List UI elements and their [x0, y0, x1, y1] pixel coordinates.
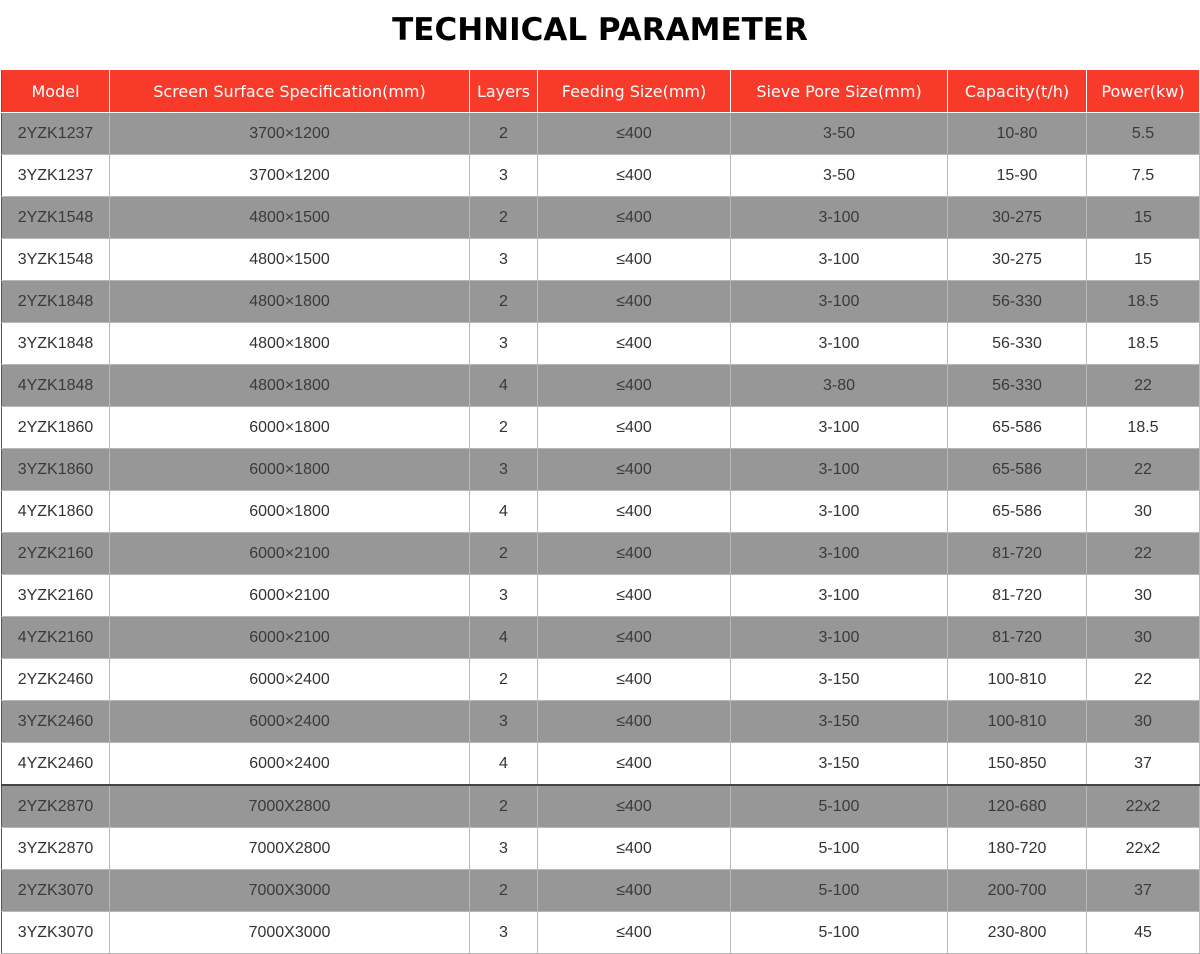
cell-screen-surface: 6000×2400	[110, 659, 470, 701]
header-power: Power(kw)	[1087, 71, 1200, 113]
header-layers: Layers	[470, 71, 538, 113]
cell-screen-surface: 6000×1800	[110, 491, 470, 533]
cell-feeding-size: ≤400	[538, 533, 731, 575]
cell-feeding-size: ≤400	[538, 197, 731, 239]
table-row	[2, 870, 1200, 912]
table-row	[2, 533, 1200, 575]
cell-feeding-size: ≤400	[538, 785, 731, 828]
cell-layers: 4	[470, 617, 538, 659]
cell-power: 37	[1087, 743, 1200, 786]
cell-feeding-size: ≤400	[538, 155, 731, 197]
cell-power: 18.5	[1087, 407, 1200, 449]
technical-parameter-table	[1, 70, 1200, 954]
table-row	[2, 323, 1200, 365]
cell-sieve-pore-size: 5-100	[731, 828, 948, 870]
cell-layers: 4	[470, 743, 538, 786]
cell-feeding-size: ≤400	[538, 828, 731, 870]
table-row	[2, 659, 1200, 701]
cell-model: 2YZK1548	[2, 197, 110, 239]
cell-power: 18.5	[1087, 323, 1200, 365]
cell-layers: 2	[470, 785, 538, 828]
cell-capacity: 65-586	[948, 449, 1087, 491]
cell-layers: 2	[470, 113, 538, 155]
cell-sieve-pore-size: 3-100	[731, 449, 948, 491]
cell-feeding-size: ≤400	[538, 575, 731, 617]
cell-screen-surface: 3700×1200	[110, 155, 470, 197]
cell-feeding-size: ≤400	[538, 365, 731, 407]
cell-sieve-pore-size: 3-100	[731, 575, 948, 617]
table-row	[2, 449, 1200, 491]
cell-feeding-size: ≤400	[538, 912, 731, 954]
table-row	[2, 828, 1200, 870]
header-feeding-size: Feeding Size(mm)	[538, 71, 731, 113]
cell-power: 30	[1087, 617, 1200, 659]
cell-layers: 4	[470, 491, 538, 533]
cell-screen-surface: 4800×1500	[110, 239, 470, 281]
cell-power: 22	[1087, 659, 1200, 701]
cell-feeding-size: ≤400	[538, 449, 731, 491]
cell-capacity: 56-330	[948, 323, 1087, 365]
cell-screen-surface: 4800×1500	[110, 197, 470, 239]
cell-power: 22	[1087, 449, 1200, 491]
cell-sieve-pore-size: 3-150	[731, 701, 948, 743]
cell-layers: 3	[470, 155, 538, 197]
cell-feeding-size: ≤400	[538, 491, 731, 533]
cell-capacity: 180-720	[948, 828, 1087, 870]
cell-sieve-pore-size: 3-100	[731, 323, 948, 365]
header-sieve-pore-size: Sieve Pore Size(mm)	[731, 71, 948, 113]
cell-layers: 2	[470, 407, 538, 449]
cell-sieve-pore-size: 3-50	[731, 113, 948, 155]
cell-model: 3YZK1848	[2, 323, 110, 365]
cell-model: 3YZK1548	[2, 239, 110, 281]
cell-layers: 3	[470, 701, 538, 743]
cell-feeding-size: ≤400	[538, 659, 731, 701]
table-header	[2, 71, 1200, 113]
cell-model: 4YZK1848	[2, 365, 110, 407]
cell-power: 22	[1087, 533, 1200, 575]
table-row	[2, 155, 1200, 197]
cell-power: 22x2	[1087, 785, 1200, 828]
cell-sieve-pore-size: 3-150	[731, 743, 948, 786]
cell-feeding-size: ≤400	[538, 617, 731, 659]
cell-sieve-pore-size: 3-100	[731, 533, 948, 575]
header-row	[2, 71, 1200, 113]
cell-capacity: 81-720	[948, 533, 1087, 575]
cell-capacity: 65-586	[948, 491, 1087, 533]
cell-model: 3YZK2460	[2, 701, 110, 743]
cell-model: 4YZK2460	[2, 743, 110, 786]
cell-feeding-size: ≤400	[538, 113, 731, 155]
cell-model: 2YZK1848	[2, 281, 110, 323]
table-row	[2, 743, 1200, 786]
table-row	[2, 575, 1200, 617]
cell-feeding-size: ≤400	[538, 743, 731, 786]
cell-model: 3YZK3070	[2, 912, 110, 954]
cell-sieve-pore-size: 3-100	[731, 407, 948, 449]
cell-capacity: 65-586	[948, 407, 1087, 449]
table-row	[2, 617, 1200, 659]
cell-layers: 2	[470, 659, 538, 701]
cell-layers: 3	[470, 449, 538, 491]
cell-feeding-size: ≤400	[538, 281, 731, 323]
cell-capacity: 150-850	[948, 743, 1087, 786]
cell-power: 45	[1087, 912, 1200, 954]
cell-capacity: 200-700	[948, 870, 1087, 912]
header-screen-surface: Screen Surface Specification(mm)	[110, 71, 470, 113]
cell-model: 3YZK1237	[2, 155, 110, 197]
cell-sieve-pore-size: 3-100	[731, 197, 948, 239]
cell-model: 3YZK1860	[2, 449, 110, 491]
cell-power: 37	[1087, 870, 1200, 912]
cell-layers: 3	[470, 912, 538, 954]
cell-model: 4YZK1860	[2, 491, 110, 533]
cell-power: 22	[1087, 365, 1200, 407]
cell-model: 2YZK1860	[2, 407, 110, 449]
header-model: Model	[2, 71, 110, 113]
table-row	[2, 281, 1200, 323]
cell-screen-surface: 7000X2800	[110, 828, 470, 870]
table-row	[2, 912, 1200, 954]
cell-capacity: 120-680	[948, 785, 1087, 828]
cell-capacity: 100-810	[948, 701, 1087, 743]
cell-capacity: 100-810	[948, 659, 1087, 701]
cell-sieve-pore-size: 3-100	[731, 281, 948, 323]
cell-layers: 3	[470, 575, 538, 617]
cell-feeding-size: ≤400	[538, 701, 731, 743]
table-row	[2, 785, 1200, 828]
cell-sieve-pore-size: 5-100	[731, 785, 948, 828]
cell-power: 7.5	[1087, 155, 1200, 197]
cell-model: 2YZK1237	[2, 113, 110, 155]
cell-screen-surface: 3700×1200	[110, 113, 470, 155]
cell-capacity: 56-330	[948, 365, 1087, 407]
cell-capacity: 10-80	[948, 113, 1087, 155]
cell-feeding-size: ≤400	[538, 239, 731, 281]
cell-screen-surface: 7000X3000	[110, 912, 470, 954]
cell-sieve-pore-size: 5-100	[731, 870, 948, 912]
cell-layers: 3	[470, 323, 538, 365]
cell-power: 5.5	[1087, 113, 1200, 155]
cell-screen-surface: 6000×2100	[110, 575, 470, 617]
cell-power: 15	[1087, 239, 1200, 281]
page-title: TECHNICAL PARAMETER	[392, 12, 808, 48]
cell-feeding-size: ≤400	[538, 407, 731, 449]
cell-capacity: 30-275	[948, 239, 1087, 281]
cell-layers: 2	[470, 870, 538, 912]
cell-feeding-size: ≤400	[538, 870, 731, 912]
cell-layers: 2	[470, 197, 538, 239]
table-row	[2, 239, 1200, 281]
cell-sieve-pore-size: 5-100	[731, 912, 948, 954]
cell-sieve-pore-size: 3-150	[731, 659, 948, 701]
header-capacity: Capacity(t/h)	[948, 71, 1087, 113]
cell-model: 2YZK2160	[2, 533, 110, 575]
cell-screen-surface: 4800×1800	[110, 323, 470, 365]
cell-capacity: 81-720	[948, 617, 1087, 659]
table-row	[2, 197, 1200, 239]
cell-layers: 2	[470, 281, 538, 323]
cell-screen-surface: 7000X3000	[110, 870, 470, 912]
cell-screen-surface: 6000×2400	[110, 743, 470, 786]
cell-model: 2YZK3070	[2, 870, 110, 912]
cell-model: 4YZK2160	[2, 617, 110, 659]
cell-capacity: 230-800	[948, 912, 1087, 954]
cell-screen-surface: 6000×1800	[110, 407, 470, 449]
cell-power: 30	[1087, 491, 1200, 533]
cell-model: 2YZK2870	[2, 785, 110, 828]
cell-layers: 3	[470, 239, 538, 281]
cell-screen-surface: 7000X2800	[110, 785, 470, 828]
cell-model: 3YZK2160	[2, 575, 110, 617]
cell-layers: 4	[470, 365, 538, 407]
cell-screen-surface: 4800×1800	[110, 281, 470, 323]
cell-power: 30	[1087, 701, 1200, 743]
table-row	[2, 365, 1200, 407]
cell-screen-surface: 6000×1800	[110, 449, 470, 491]
table-row	[2, 407, 1200, 449]
cell-layers: 2	[470, 533, 538, 575]
cell-sieve-pore-size: 3-80	[731, 365, 948, 407]
cell-model: 2YZK2460	[2, 659, 110, 701]
cell-sieve-pore-size: 3-100	[731, 491, 948, 533]
cell-capacity: 15-90	[948, 155, 1087, 197]
cell-feeding-size: ≤400	[538, 323, 731, 365]
cell-screen-surface: 6000×2100	[110, 617, 470, 659]
cell-sieve-pore-size: 3-50	[731, 155, 948, 197]
cell-model: 3YZK2870	[2, 828, 110, 870]
cell-screen-surface: 6000×2400	[110, 701, 470, 743]
cell-power: 15	[1087, 197, 1200, 239]
cell-power: 18.5	[1087, 281, 1200, 323]
cell-screen-surface: 6000×2100	[110, 533, 470, 575]
cell-capacity: 81-720	[948, 575, 1087, 617]
table-row	[2, 113, 1200, 155]
table-body	[2, 113, 1200, 954]
table-row	[2, 491, 1200, 533]
cell-screen-surface: 4800×1800	[110, 365, 470, 407]
cell-sieve-pore-size: 3-100	[731, 239, 948, 281]
cell-capacity: 30-275	[948, 197, 1087, 239]
cell-layers: 3	[470, 828, 538, 870]
table-row	[2, 701, 1200, 743]
cell-sieve-pore-size: 3-100	[731, 617, 948, 659]
cell-capacity: 56-330	[948, 281, 1087, 323]
cell-power: 30	[1087, 575, 1200, 617]
cell-power: 22x2	[1087, 828, 1200, 870]
